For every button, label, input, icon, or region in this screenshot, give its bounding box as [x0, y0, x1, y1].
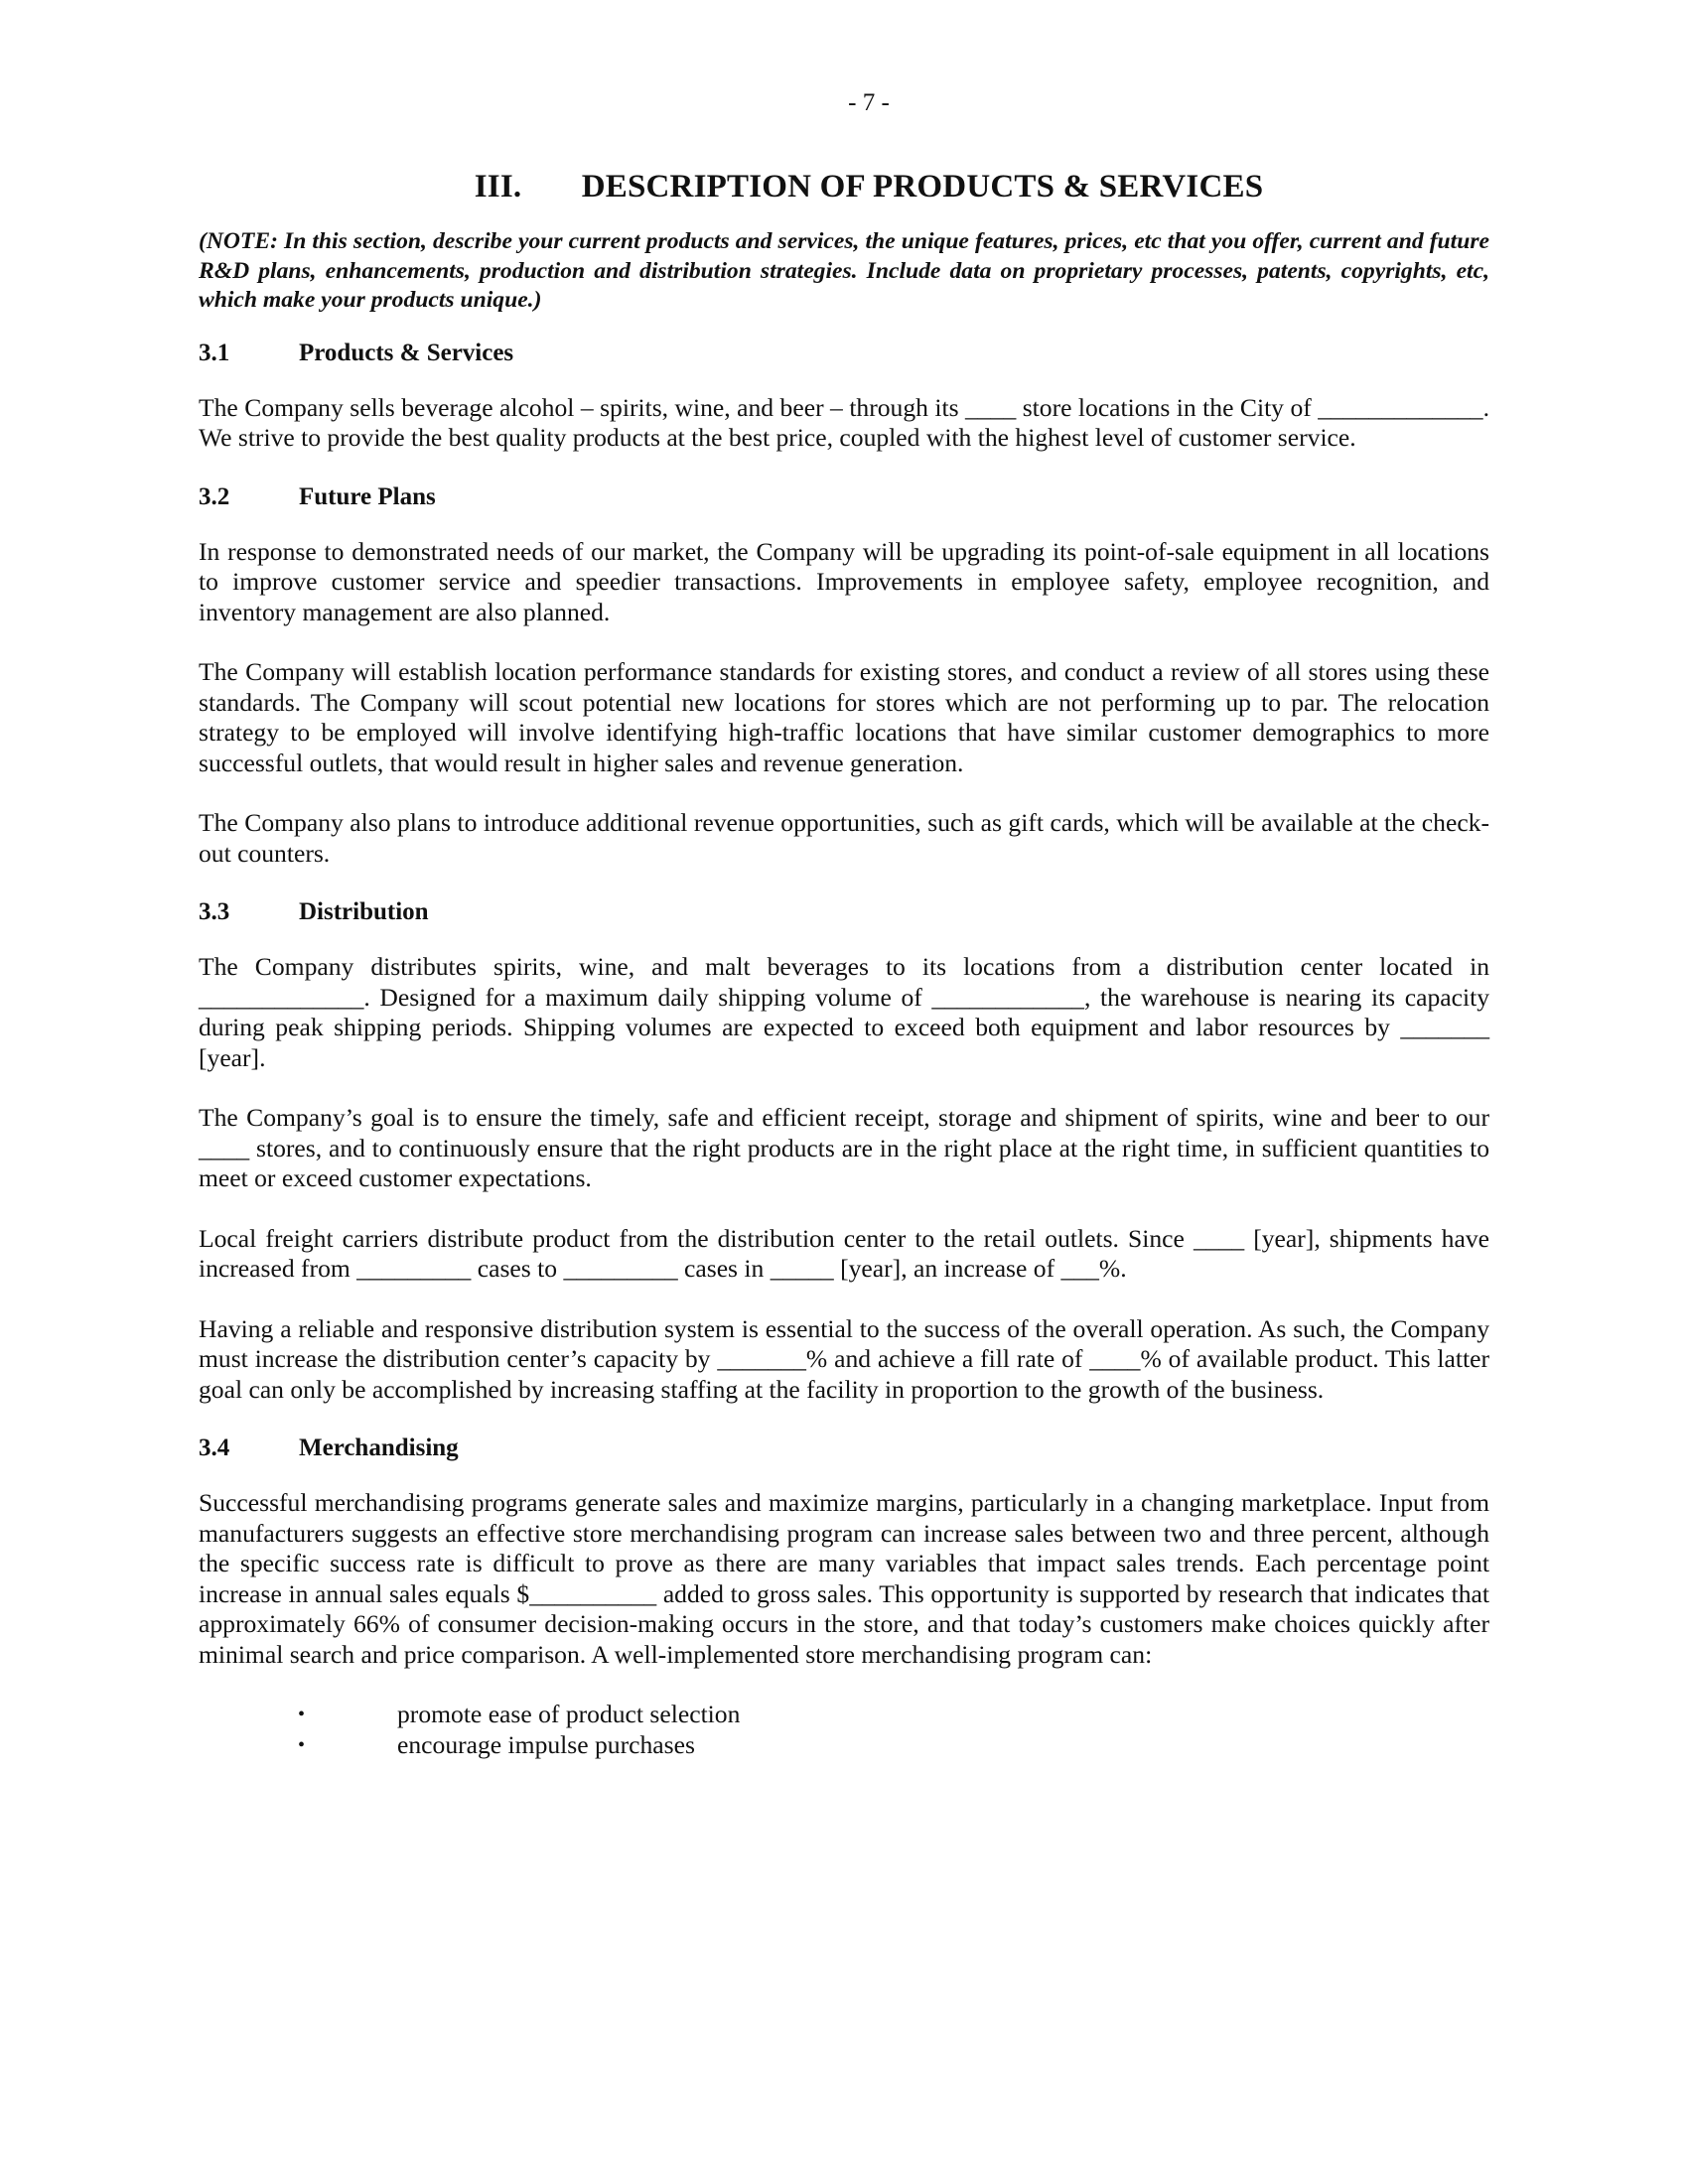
section-title-text: DESCRIPTION OF PRODUCTS & SERVICES [581, 169, 1264, 205]
section-title [199, 169, 1489, 205]
subsection-heading-3-3 [199, 898, 1489, 926]
paragraph: The Company sells beverage alcohol – spirits, wine, and beer – through its ____ store locations in the City of _____________. We strive to provide the best quality products at the best price, coupled with the highest level of customer service. [199, 392, 1489, 452]
page-number: - 7 - [848, 89, 890, 116]
paragraph: Having a reliable and responsive distribution system is essential to the success of the overall operation. As such, the Company must increase the distribution center’s capacity by _______% and achieve a fill rate of ____% of available product. This latter goal can only be accomplished by increasing staffing at the facility in proportion to the growth of the business. [199, 1313, 1489, 1404]
subsection-title: Merchandising [299, 1434, 459, 1461]
subsection-heading-3-2 [199, 483, 1489, 511]
subsection-number: 3.1 [199, 339, 230, 366]
bullet-icon: • [298, 1733, 306, 1756]
section-roman-numeral: III. [474, 169, 522, 205]
list-item [298, 1730, 1489, 1761]
document-page [199, 89, 1489, 1760]
subsection-number: 3.2 [199, 482, 230, 510]
bullet-icon: • [298, 1704, 306, 1725]
bullet-list [199, 1700, 1489, 1760]
list-item [298, 1700, 1489, 1730]
subsection-heading-3-1 [199, 340, 1489, 367]
list-item-text: encourage impulse purchases [397, 1729, 695, 1759]
subsection-title: Products & Services [299, 339, 514, 366]
subsection-number: 3.4 [199, 1434, 230, 1461]
paragraph: The Company distributes spirits, wine, and malt beverages to its locations from a distribution center located in _____________. Designed for a maximum daily shipping volume of ____________, the warehouse is nearing its capacity during peak shipping periods. Shipping volumes are expected to exceed both equipment and labor resources by _______ [year]. [199, 952, 1489, 1072]
paragraph: The Company also plans to introduce additional revenue opportunities, such as gift cards, which will be available at the check-out counters. [199, 808, 1489, 868]
paragraph: In response to demonstrated needs of our market, the Company will be upgrading its point-of-sale equipment in all locations to improve customer service and speedier transactions. Improvements in employee safety, employee recognition, and inventory management are also planned. [199, 536, 1489, 626]
subsection-heading-3-4 [199, 1434, 1489, 1462]
subsection-title: Distribution [299, 898, 429, 925]
subsection-number: 3.3 [199, 898, 230, 925]
list-item-text: promote ease of product selection [397, 1700, 741, 1728]
paragraph: Successful merchandising programs generate sales and maximize margins, particularly in a changing marketplace. Input from manufacturers suggests an effective store merchandising program can increase sales between two and three percent, although the specific success rate is difficult to prove as there are many variables that impact sales trends. Each percentage point increase in annual sales equals $__________ added to gross sales. This opportunity is supported by research that indicates that approximately 66% of consumer decision-making occurs in the store, and that today’s customers make choices quickly after minimal search and price comparison. A well-implemented store merchandising program can: [199, 1488, 1489, 1669]
paragraph: The Company will establish location performance standards for existing stores, and conduct a review of all stores using these standards. The Company will scout potential new locations for stores which are not performing up to par. The relocation strategy to be employed will involve identifying high-traffic locations that have similar customer demographics to more successful outlets, that would result in higher sales and revenue generation. [199, 657, 1489, 777]
subsection-title: Future Plans [299, 482, 436, 510]
paragraph: Local freight carriers distribute product from the distribution center to the retail outlets. Since ____ [year], shipments have increased from _________ cases to _________ cases in _____ [year], an increase of ___%. [199, 1223, 1489, 1283]
section-note: (NOTE: In this section, describe your current products and services, the unique features, prices, etc that you offer, current and future R&D plans, enhancements, production and distribution strategies. Include data on proprietary processes, patents, copyrights, etc, which make your products unique.) [199, 228, 1489, 313]
paragraph: The Company’s goal is to ensure the timely, safe and efficient receipt, storage and shipment of spirits, wine and beer to our ____ stores, and to continuously ensure that the right products are in the right place at the right time, in sufficient quantities to meet or exceed customer expectations. [199, 1103, 1489, 1192]
